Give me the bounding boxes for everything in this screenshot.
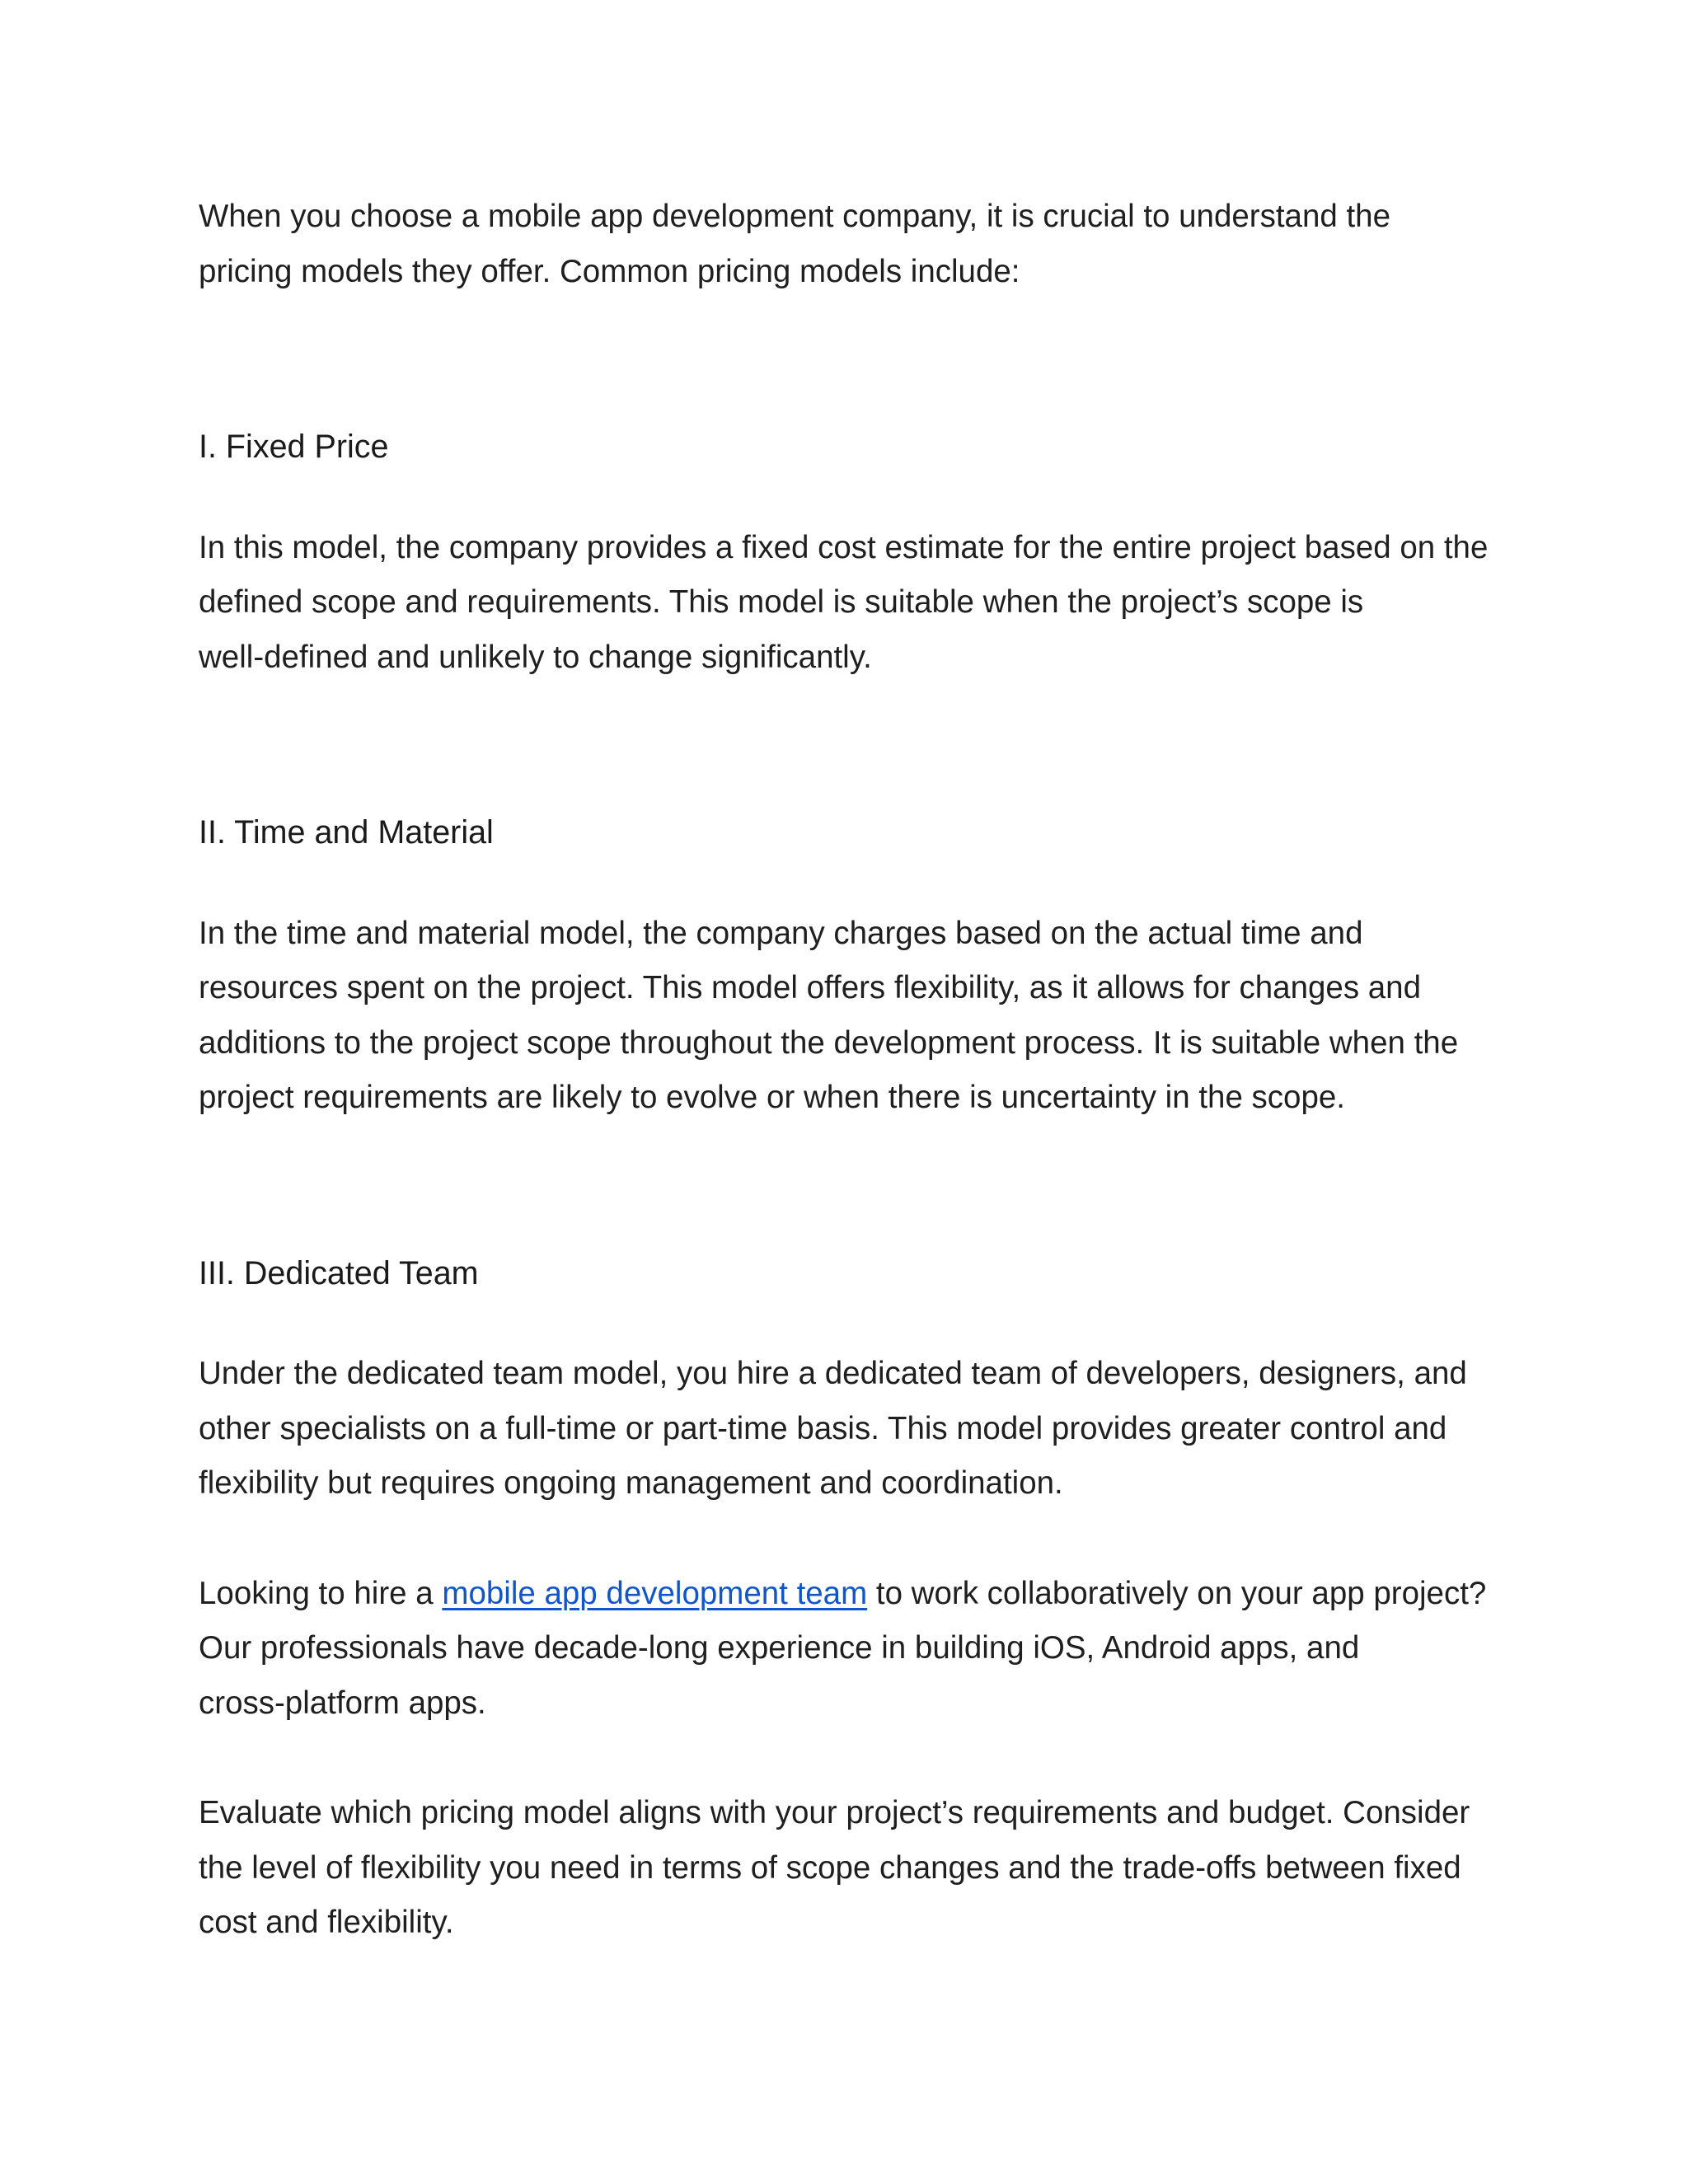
text-line: cross-platform apps. [199, 1685, 486, 1721]
paragraph-time-and-material [199, 907, 1517, 1126]
cta-text-after: to work collaboratively on your app project? [867, 1575, 1487, 1611]
heading-dedicated-team: III. Dedicated Team [199, 1254, 479, 1291]
spacer [199, 299, 1517, 419]
spacer [199, 1511, 1517, 1567]
document-body [199, 190, 1517, 1951]
text-line: Under the dedicated team model, you hire a dedicated team of developers, designers, and [199, 1356, 1467, 1391]
paragraph-fixed-price [199, 521, 1517, 686]
spacer [199, 1126, 1517, 1246]
cta-text-before: Looking to hire a [199, 1575, 443, 1611]
intro-line-1: When you choose a mobile app development company, it is crucial to understand the [199, 199, 1391, 234]
text-line: defined scope and requirements. This model is suitable when the project’s scope is [199, 584, 1364, 620]
text-line: flexibility but requires ongoing management and coordination. [199, 1465, 1063, 1501]
text-line: additions to the project scope throughout the development process. It is suitable when the [199, 1024, 1459, 1061]
text-line: resources spent on the project. This model offers flexibility, as it allows for changes and [199, 970, 1422, 1005]
heading-time-and-material: II. Time and Material [199, 814, 494, 851]
intro-paragraph [199, 190, 1517, 299]
text-line: In the time and material model, the company charges based on the actual time and [199, 915, 1363, 951]
text-line: project requirements are likely to evolve or when there is uncertainty in the scope. [199, 1080, 1345, 1115]
spacer [199, 1731, 1517, 1786]
text-line: cost and flexibility. [199, 1905, 454, 1940]
spacer [199, 685, 1517, 805]
text-line: other specialists on a full-time or part-time basis. This model provides greater control and [199, 1410, 1447, 1446]
heading-fixed-price: I. Fixed Price [199, 429, 389, 465]
text-line: Evaluate which pricing model aligns with your project’s requirements and budget. Consider [199, 1795, 1470, 1830]
text-line: the level of flexibility you need in terms of scope changes and the trade-offs between fixed [199, 1849, 1461, 1886]
intro-line-2: pricing models they offer. Common pricing models include: [199, 253, 1020, 289]
paragraph-dedicated-team [199, 1347, 1517, 1511]
text-line: Our professionals have decade-long experience in building iOS, Android apps, and [199, 1630, 1360, 1666]
spacer [199, 475, 1517, 521]
text-line: In this model, the company provides a fixed cost estimate for the entire project based on the [199, 529, 1489, 565]
spacer [199, 1301, 1517, 1347]
closing-paragraph [199, 1786, 1517, 1951]
spacer [199, 860, 1517, 907]
cta-paragraph [199, 1567, 1517, 1732]
mobile-app-development-team-link[interactable]: mobile app development team [442, 1575, 868, 1611]
text-line: well-defined and unlikely to change significantly. [199, 639, 872, 675]
